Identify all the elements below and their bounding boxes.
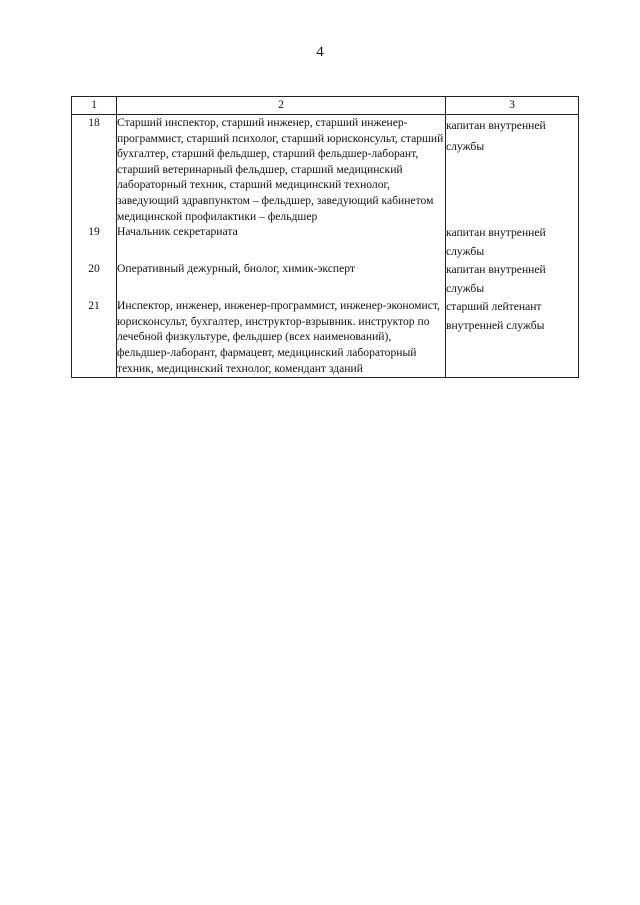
- table-row: [72, 224, 579, 261]
- column-header-2: 2: [117, 97, 446, 115]
- rank-cell: капитан внутренней службы: [446, 115, 579, 225]
- page-number: 4: [316, 44, 324, 60]
- table-row: [72, 115, 579, 225]
- position-cell: Оперативный дежурный, биолог, химик-эксперт: [117, 261, 446, 298]
- rank-cell: старший лейтенант внутренней службы: [446, 298, 579, 377]
- position-cell: Инспектор, инженер, инженер-программист, инженер-экономист, юрисконсульт, бухгалтер, инструктор-взрывник. инструктор по лечебной физкультуре, фельдшер (всех наименований), фельдшер-лаборант, фармацевт, медицинский лабораторный техник, медицинский технолог, комендант зданий: [117, 298, 446, 377]
- row-number: 19: [72, 224, 117, 261]
- table-row: [72, 261, 579, 298]
- table-header-row: [72, 97, 579, 115]
- row-number: 21: [72, 298, 117, 377]
- row-number: 18: [72, 115, 117, 225]
- ranks-table: [71, 96, 579, 378]
- row-number: 20: [72, 261, 117, 298]
- column-header-1: 1: [72, 97, 117, 115]
- position-cell: Старший инспектор, старший инженер, старший инженер-программист, старший психолог, старший юрисконсульт, старший бухгалтер, старший фельдшер, старший фельдшер-лаборант, старший ветеринарный фельдшер, старший медицинский лабораторный техник, старший медицинский технолог, заведующий здравпунктом – фельдшер, заведующий кабинетом медицинской профилактики – фельдшер: [117, 115, 446, 225]
- rank-cell: капитан внутренней службы: [446, 261, 579, 298]
- column-header-3: 3: [446, 97, 579, 115]
- rank-cell: капитан внутренней службы: [446, 224, 579, 261]
- table-row: [72, 298, 579, 377]
- position-cell: Начальник секретариата: [117, 224, 446, 261]
